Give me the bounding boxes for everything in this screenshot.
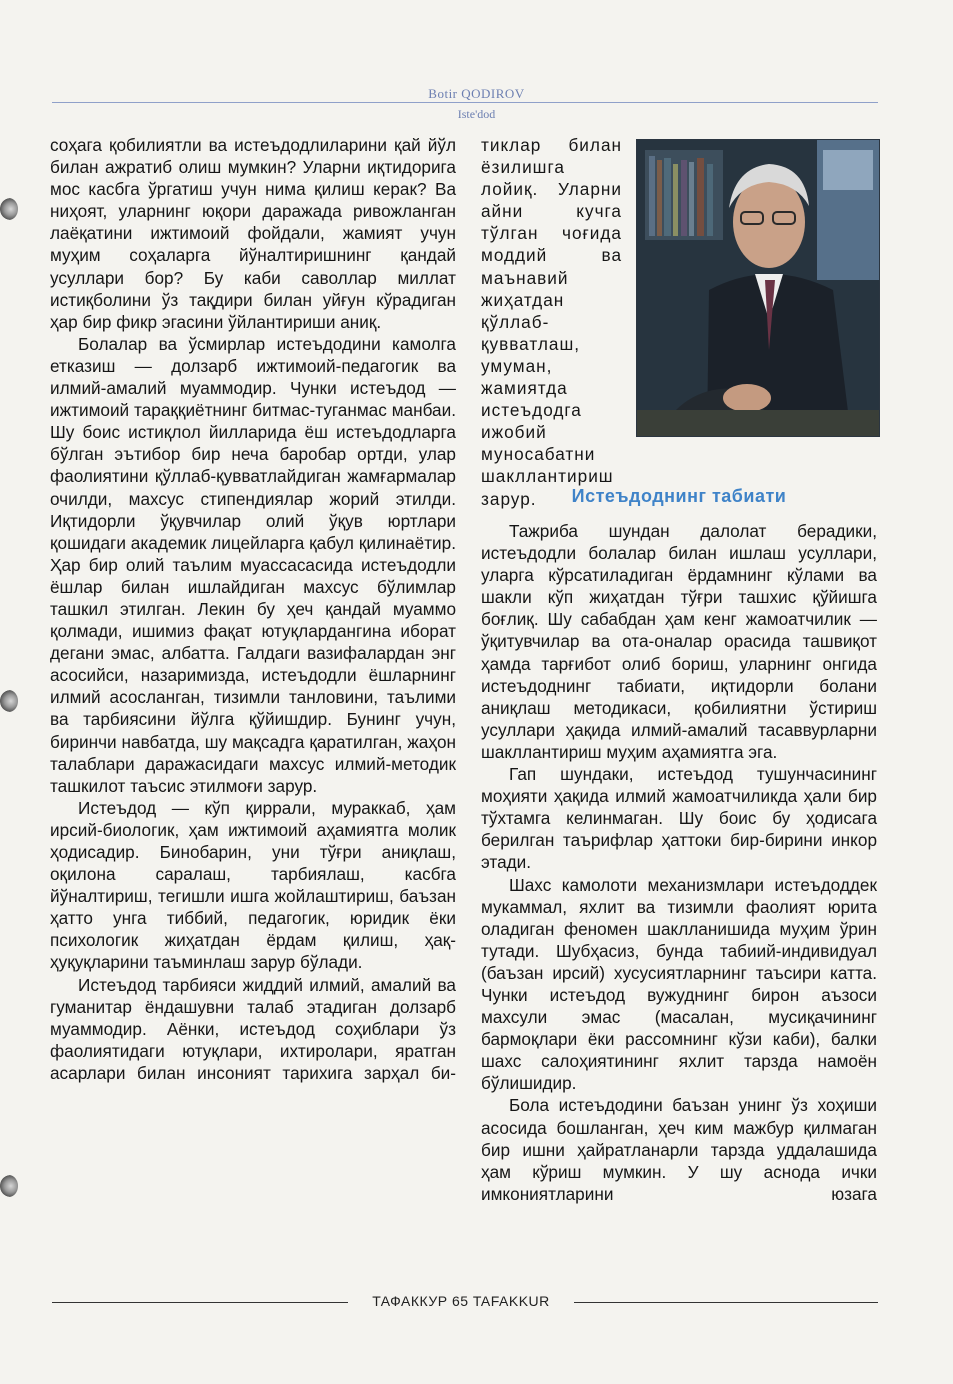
punch-hole-middle (0, 690, 18, 712)
header-author: Botir QODIROV (428, 86, 525, 101)
right-column (481, 520, 877, 1205)
paragraph: соҳага қобилиятли ва истеъдодлиларини қай йўл билан ажратиб олиш мумкин? Уларни иқтидорига мос касбга ўргатиш учун нима қилиш керак? Ва ниҳоят, уларнинг юқори даражада ривожланган лаёқатини ижтимоий фойдали, жамият учун муҳим соҳаларга йўналтиришнинг қандай усуллари бор? Бу каби саволлар миллат истиқболини ўз тақдири билан уйғун кўрадиган ҳар бир фикр эгасини ўйлантириши аниқ. (50, 135, 456, 332)
portrait-image (637, 140, 879, 436)
author-photo (636, 139, 880, 437)
header-rule (52, 102, 878, 103)
paragraph: Шахс камолоти механизмлари истеъдоддек мукаммал, яхлит ва тизимли фаолият юрита оладиган феномен шаклланишида муҳим ўрин тутади. Шубҳасиз, бунда табиий-индивидуал (баъзан ирсий) хусусиятларнинг таъсири катта. Чунки истеъдод вужуднинг бирон аъзоси махсули эмас (масалан, мусиқачининг бармоқлари ёки рассомнинг кўзи каби), балки шахс салоҳиятининг яхлит тарзда намоён бўлишидир. (481, 874, 877, 1094)
section-heading: Истеъдоднинг табиати (571, 486, 787, 506)
paragraph: Болалар ва ўсмирлар истеъдодини камолга етказиш — долзарб ижтимоий-педагогик ва илмий-амалий муаммодир. Чунки истеъдод — ижтимоий тараққиётнинг битмас-туганмас манбаи. Шу боис истиқлол йилларида ёш истеъдодларга бўлган эътибор бир неча баробар ортди, улар фаолиятини қўллаб-қувватлайдиган жамғармалар очилди, махсус стипендиялар жорий этилди. Иқтидорли ўқувчилар олий ўқув юртлари қошидаги академик лицейларга қабул қилинаётир. Ҳар бир олий таълим муассасасида истеъдодли ёшлар билан ишлайдиган махсус бўлимлар ташкил этилган. Лекин бу ҳеч қандай муаммо қолмади, ишимиз фақат ютуқлардангина иборат дегани эмас, албатта. Галдаги вазифалардан энг асосийси, назаримизда, истеъдодли ёшларнинг илмий асосланган, тизимли танловини, таълими ва тарбиясини йўлга қўйишдир. Бунинг учун, биринчи навбатда, шу мақсадга қаратилган, жаҳон талаблари даражасидаги махсус илмий-методик ташкилот таъсис этилмоғи зарур. (50, 333, 456, 796)
footer-page-label: ТАФАККУР 65 TAFAKKUR (372, 1293, 550, 1309)
paragraph: Бола истеъдодини баъзан унинг ўз хоҳиши асосида бошланган, ҳеч ким мажбур қилмаган бир ишни ҳайратланарли тарзда уддалашида ҳам кўриш мумкин. У шу аснода ички имкониятларини юзага (481, 1095, 877, 1204)
paragraph: Гап шундаки, истеъдод тушунчасининг моҳияти ҳақида илмий жамоатчиликда ҳали бир тўхтамга келинмаган. Шу боис бу ҳодисага берилган таърифлар ҳаттоки бир-бирини инкор этади. (481, 764, 877, 873)
footer-rule-right (574, 1302, 878, 1303)
right-column-top (481, 134, 622, 510)
paragraph: Истеъдод тарбияси жиддий илмий, амалий ва гуманитар ёндашувни талаб этадиган долзарб муаммодир. Аёнки, истеъдод соҳиблари ўз фаолиятидаги ютуқлари, ихтиролари, яратган асарлари билан инсоният тарихига зарҳал би- (50, 974, 456, 1083)
punch-hole-bottom (0, 1175, 18, 1197)
paragraph: Тажриба шундан далолат берадики, истеъдодли болалар билан ишлаш усуллари, уларга кўрсатиладиган ёрдамнинг кўлами ва шакли кўп жиҳатдан тўғри ташхис қўйишга боғлиқ. Шу сабабдан ҳам кенг жамоатчилик — ўқитувчилар ва ота-оналар орасида ташвиқот ҳамда тарғибот олиб бориш, уларнинг онгида истеъдоднинг табиати, иқтидорли болани аниқлаш методикаси, қобилиятни ўстириш усуллари ҳақида илмий-амалий тасаввурларни шакллантириш муҳим аҳамиятга эга. (481, 521, 877, 762)
punch-hole-top (0, 198, 18, 220)
footer-rule-left (52, 1302, 348, 1303)
paragraph: тиклар билан ёзилишга лойиқ. Уларни айни кучга тўлган чоғида моддий ва маънавий жиҳатдан қўллаб-қувватлаш, умуман, жамиятда истеъдодга ижобий муносабатни шакллантириш зарур. (481, 135, 622, 509)
left-column (50, 134, 456, 1084)
header-section: Iste'dod (457, 107, 496, 121)
paragraph: Истеъдод — кўп қиррали, мураккаб, ҳам ирсий-биологик, ҳам ижтимоий аҳамиятга молик ҳодисадир. Бинобарин, уни тўғри аниқлаш, оқилона саралаш, тарбиялаш, касбга йўналтириш, тегишли ишга жойлаштириш, баъзан ҳатто унга тиббий, педагогик, юридик ёки психологик жиҳатдан ёрдам қилиш, ҳақ-ҳуқуқларини таъминлаш зарур бўлади. (50, 797, 456, 973)
